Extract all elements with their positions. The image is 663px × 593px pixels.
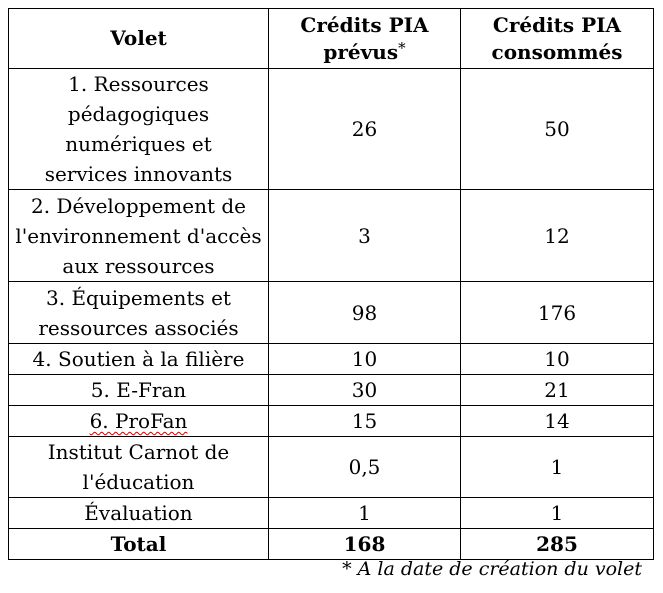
header-credits-prevus <box>269 9 461 69</box>
header-volet: Volet <box>9 9 269 69</box>
table-row <box>9 375 654 406</box>
cell-volet: 5. E-Fran <box>9 375 269 406</box>
cell-total-consommes: 285 <box>461 529 654 560</box>
header-credits-prevus-label: Crédits PIA prévus <box>300 12 429 64</box>
cell-prevus: 15 <box>269 406 461 437</box>
cell-total-label: Total <box>9 529 269 560</box>
cell-consommes: 14 <box>461 406 654 437</box>
cell-prevus: 30 <box>269 375 461 406</box>
table-row <box>9 437 654 498</box>
footnote-marker: * <box>398 38 406 57</box>
footnote: * A la date de création du volet <box>342 558 642 580</box>
table-row <box>9 69 654 190</box>
cell-consommes: 50 <box>461 69 654 190</box>
cell-volet: 1. Ressources pédagogiques numériques et services innovants <box>9 69 269 190</box>
table-row <box>9 498 654 529</box>
spellcheck-underlined-text: 6. ProFan <box>89 409 188 433</box>
cell-consommes: 176 <box>461 282 654 344</box>
cell-volet <box>9 406 269 437</box>
cell-prevus: 3 <box>269 190 461 282</box>
cell-consommes: 1 <box>461 498 654 529</box>
cell-total-prevus: 168 <box>269 529 461 560</box>
cell-consommes: 1 <box>461 437 654 498</box>
cell-volet: 2. Développement de l'environnement d'accès aux ressources <box>9 190 269 282</box>
cell-consommes: 21 <box>461 375 654 406</box>
cell-prevus: 0,5 <box>269 437 461 498</box>
cell-prevus: 1 <box>269 498 461 529</box>
cell-volet: Institut Carnot de l'éducation <box>9 437 269 498</box>
cell-prevus: 98 <box>269 282 461 344</box>
total-row <box>9 529 654 560</box>
table-header-row <box>9 9 654 69</box>
cell-volet: 3. Équipements et ressources associés <box>9 282 269 344</box>
table-row <box>9 282 654 344</box>
cell-volet: 4. Soutien à la filière <box>9 344 269 375</box>
cell-consommes: 10 <box>461 344 654 375</box>
cell-consommes: 12 <box>461 190 654 282</box>
cell-prevus: 10 <box>269 344 461 375</box>
table-row <box>9 344 654 375</box>
table-row <box>9 190 654 282</box>
cell-volet: Évaluation <box>9 498 269 529</box>
cell-prevus: 26 <box>269 69 461 190</box>
credits-pia-table <box>8 8 654 560</box>
header-credits-consommes: Crédits PIA consommés <box>461 9 654 69</box>
table-row <box>9 406 654 437</box>
credits-table-wrapper <box>8 8 653 560</box>
